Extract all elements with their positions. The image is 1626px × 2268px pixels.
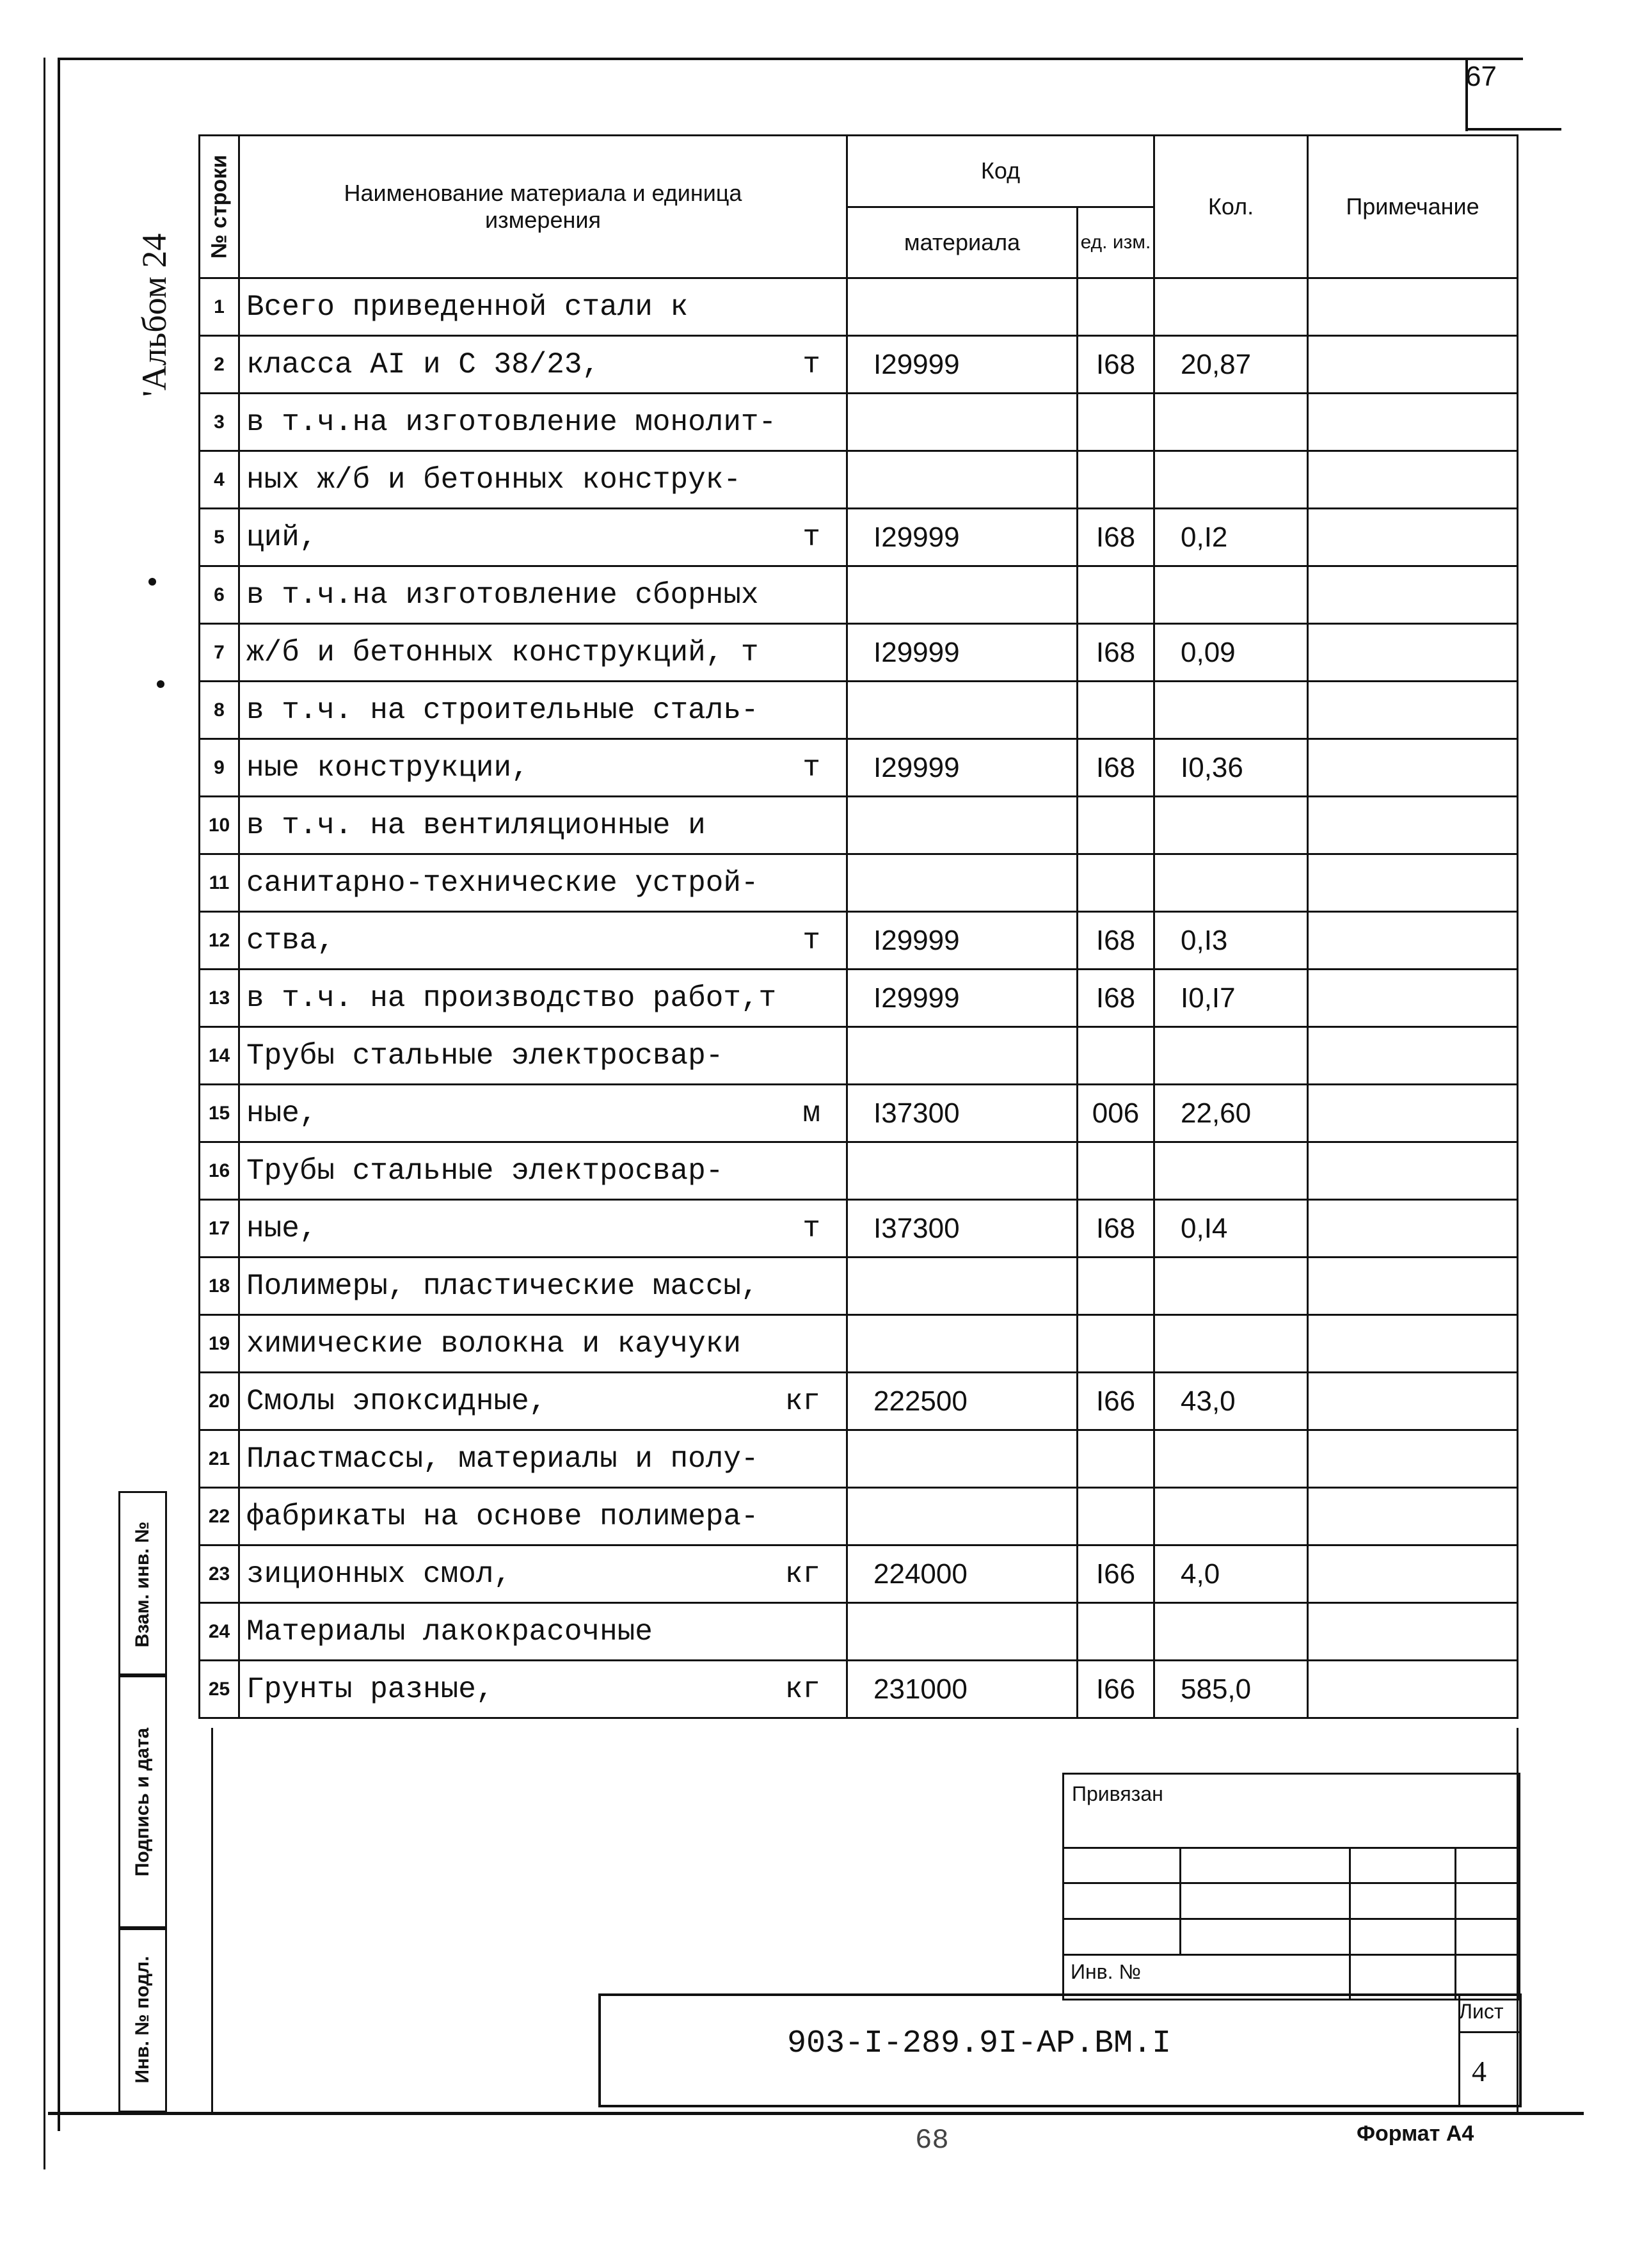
- material-code: 224000: [847, 1545, 1078, 1603]
- material-name: [239, 1661, 847, 1718]
- material-code: [847, 1430, 1078, 1488]
- note: [1308, 739, 1518, 797]
- page-number: 67: [1465, 61, 1497, 92]
- material-name: [239, 1027, 847, 1085]
- table-row: [200, 854, 1518, 912]
- bind-grid-line: [1349, 1847, 1351, 2000]
- unit-code: [1078, 1430, 1154, 1488]
- row-number: 12: [200, 912, 239, 970]
- bind-grid-line: [1064, 1882, 1518, 1884]
- quantity: [1154, 1315, 1308, 1373]
- material-name: [239, 739, 847, 797]
- note: [1308, 1315, 1518, 1373]
- material-name-text: ные,: [246, 1211, 317, 1245]
- unit-code: [1078, 278, 1154, 336]
- unit-code: [1078, 1258, 1154, 1315]
- unit-code: I68: [1078, 739, 1154, 797]
- row-number: 6: [200, 566, 239, 624]
- quantity: I0,I7: [1154, 970, 1308, 1027]
- unit-code: I66: [1078, 1661, 1154, 1718]
- quantity: 4,0: [1154, 1545, 1308, 1603]
- material-code: I29999: [847, 336, 1078, 394]
- table-row: [200, 1488, 1518, 1545]
- quantity: [1154, 1488, 1308, 1545]
- header-row-no: № строки: [200, 136, 239, 278]
- table-row: [200, 739, 1518, 797]
- unit-code: I68: [1078, 912, 1154, 970]
- material-name-text: Грунты разные,: [246, 1672, 494, 1706]
- material-name-text: ные,: [246, 1096, 317, 1130]
- material-code: I29999: [847, 509, 1078, 566]
- material-unit: т: [802, 923, 820, 957]
- unit-code: I66: [1078, 1373, 1154, 1430]
- row-number: 5: [200, 509, 239, 566]
- unit-code: I68: [1078, 970, 1154, 1027]
- note: [1308, 1027, 1518, 1085]
- material-name: [239, 1603, 847, 1661]
- material-unit: т: [802, 1211, 820, 1245]
- quantity: 22,60: [1154, 1085, 1308, 1142]
- material-name: [239, 682, 847, 739]
- stamp-vzam-inv: Взам. инв. №: [118, 1491, 167, 1677]
- material-code: I29999: [847, 912, 1078, 970]
- material-name-text: ций,: [246, 520, 317, 554]
- unit-code: I68: [1078, 1200, 1154, 1258]
- material-name-text: Полимеры, пластические массы,: [246, 1269, 759, 1303]
- material-name: [239, 394, 847, 451]
- table-row: [200, 1085, 1518, 1142]
- unit-code: [1078, 854, 1154, 912]
- material-name: [239, 797, 847, 854]
- material-name-text: Материалы лакокрасочные: [246, 1615, 653, 1649]
- table-row: [200, 566, 1518, 624]
- row-number: 14: [200, 1027, 239, 1085]
- row-number: 25: [200, 1661, 239, 1718]
- material-name: [239, 1258, 847, 1315]
- note: [1308, 624, 1518, 682]
- note: [1308, 970, 1518, 1027]
- table-row: [200, 1373, 1518, 1430]
- material-name-text: в т.ч. на строительные сталь-: [246, 693, 759, 727]
- table-row: [200, 451, 1518, 509]
- material-code: [847, 1027, 1078, 1085]
- unit-code: [1078, 1603, 1154, 1661]
- material-code: [847, 1142, 1078, 1200]
- note: [1308, 682, 1518, 739]
- material-name: [239, 624, 847, 682]
- unit-code: [1078, 394, 1154, 451]
- header-note: Примечание: [1308, 136, 1518, 278]
- material-code: [847, 1488, 1078, 1545]
- bind-grid-line: [1455, 1847, 1456, 2000]
- material-name-text: Всего приведенной стали к: [246, 290, 689, 324]
- note: [1308, 1488, 1518, 1545]
- quantity: [1154, 1603, 1308, 1661]
- material-code: I29999: [847, 739, 1078, 797]
- unit-code: I68: [1078, 624, 1154, 682]
- material-name: [239, 1200, 847, 1258]
- row-number: 9: [200, 739, 239, 797]
- frame-top-line: [58, 58, 1523, 60]
- binding-label: Привязан: [1072, 1782, 1163, 1805]
- material-name: [239, 1430, 847, 1488]
- material-name-text: ства,: [246, 923, 335, 957]
- quantity: [1154, 682, 1308, 739]
- margin-dot: [157, 680, 164, 688]
- note: [1308, 1085, 1518, 1142]
- unit-code: [1078, 1315, 1154, 1373]
- quantity: I0,36: [1154, 739, 1308, 797]
- material-code: [847, 1603, 1078, 1661]
- material-unit: т: [802, 520, 820, 554]
- material-unit: т: [802, 347, 820, 381]
- material-name-text: фабрикаты на основе полимера-: [246, 1499, 759, 1533]
- quantity: [1154, 394, 1308, 451]
- material-code: 231000: [847, 1661, 1078, 1718]
- unit-code: [1078, 1142, 1154, 1200]
- row-number: 20: [200, 1373, 239, 1430]
- unit-code: 006: [1078, 1085, 1154, 1142]
- frame-bottom-line: [48, 2112, 1584, 2115]
- row-number: 4: [200, 451, 239, 509]
- material-name-text: Смолы эпоксидные,: [246, 1384, 547, 1418]
- material-code: [847, 1315, 1078, 1373]
- material-code: I37300: [847, 1085, 1078, 1142]
- materials-table: [198, 134, 1518, 1719]
- header-code: Код: [847, 136, 1154, 207]
- note: [1308, 451, 1518, 509]
- note: [1308, 509, 1518, 566]
- row-number: 18: [200, 1258, 239, 1315]
- row-number: 13: [200, 970, 239, 1027]
- quantity: 43,0: [1154, 1373, 1308, 1430]
- row-number: 21: [200, 1430, 239, 1488]
- material-code: 222500: [847, 1373, 1078, 1430]
- unit-code: I68: [1078, 509, 1154, 566]
- material-code: [847, 566, 1078, 624]
- table-row: [200, 1258, 1518, 1315]
- unit-code: I68: [1078, 336, 1154, 394]
- quantity: 585,0: [1154, 1661, 1308, 1718]
- quantity: 0,09: [1154, 624, 1308, 682]
- table-row: [200, 1027, 1518, 1085]
- material-unit: кг: [785, 1672, 820, 1706]
- note: [1308, 1142, 1518, 1200]
- material-name-text: ных ж/б и бетонных конструк-: [246, 463, 741, 497]
- material-name: [239, 854, 847, 912]
- quantity: [1154, 1430, 1308, 1488]
- note: [1308, 1603, 1518, 1661]
- unit-code: [1078, 451, 1154, 509]
- table-row: [200, 336, 1518, 394]
- unit-code: [1078, 682, 1154, 739]
- material-name-text: Трубы стальные электросвар-: [246, 1154, 724, 1188]
- row-number: 22: [200, 1488, 239, 1545]
- quantity: [1154, 854, 1308, 912]
- row-number: 23: [200, 1545, 239, 1603]
- frame-left-line: [44, 58, 45, 2169]
- stamp-podpis-data: Подпись и дата: [118, 1673, 167, 1930]
- margin-dot: [148, 578, 156, 586]
- quantity: [1154, 1027, 1308, 1085]
- row-number: 17: [200, 1200, 239, 1258]
- quantity: 0,I3: [1154, 912, 1308, 970]
- material-name-text: Пластмассы, материалы и полу-: [246, 1442, 759, 1476]
- row-number: 11: [200, 854, 239, 912]
- material-code: I29999: [847, 970, 1078, 1027]
- note: [1308, 854, 1518, 912]
- unit-code: I66: [1078, 1545, 1154, 1603]
- material-name: [239, 1373, 847, 1430]
- table-row: [200, 970, 1518, 1027]
- note: [1308, 1258, 1518, 1315]
- left-margin-vertical: [211, 1728, 213, 2112]
- material-code: [847, 682, 1078, 739]
- table-row: [200, 1545, 1518, 1603]
- frame-inner-left-line: [58, 58, 60, 2131]
- note: [1308, 1545, 1518, 1603]
- material-name-text: в т.ч.на изготовление сборных: [246, 578, 759, 612]
- document-code: 903-I-289.9I-АР.ВМ.I: [787, 2025, 1172, 2062]
- row-number: 10: [200, 797, 239, 854]
- material-name-text: ж/б и бетонных конструкций, т: [246, 635, 759, 669]
- table-row: [200, 1315, 1518, 1373]
- table-row: [200, 682, 1518, 739]
- bind-grid-line: [1179, 1847, 1181, 1956]
- material-name: [239, 1085, 847, 1142]
- quantity: [1154, 451, 1308, 509]
- note: [1308, 912, 1518, 970]
- material-name: [239, 1142, 847, 1200]
- row-number: 1: [200, 278, 239, 336]
- row-number: 8: [200, 682, 239, 739]
- note: [1308, 566, 1518, 624]
- material-code: I29999: [847, 624, 1078, 682]
- inv-label: Инв. №: [1071, 1960, 1141, 1983]
- note: [1308, 1661, 1518, 1718]
- sheet-number: 4: [1472, 2055, 1487, 2088]
- row-number: 7: [200, 624, 239, 682]
- row-number: 2: [200, 336, 239, 394]
- material-name-text: в т.ч. на производство работ,т: [246, 981, 777, 1015]
- row-number: 3: [200, 394, 239, 451]
- material-name-text: Трубы стальные электросвар-: [246, 1039, 724, 1073]
- material-unit: м: [802, 1096, 820, 1130]
- note: [1308, 278, 1518, 336]
- quantity: [1154, 797, 1308, 854]
- quantity: 0,I4: [1154, 1200, 1308, 1258]
- material-unit: т: [802, 751, 820, 785]
- unit-code: [1078, 1027, 1154, 1085]
- quantity: [1154, 1142, 1308, 1200]
- unit-code: [1078, 797, 1154, 854]
- note: [1308, 1430, 1518, 1488]
- row-number: 19: [200, 1315, 239, 1373]
- table-row: [200, 1200, 1518, 1258]
- material-name: [239, 451, 847, 509]
- table-row: [200, 509, 1518, 566]
- material-code: [847, 797, 1078, 854]
- material-code: [847, 854, 1078, 912]
- bind-grid-line: [1064, 1918, 1518, 1920]
- material-name-text: в т.ч.на изготовление монолит-: [246, 405, 777, 439]
- table-row: [200, 624, 1518, 682]
- header-name: Наименование материала и единица измерения: [239, 136, 847, 278]
- table-row: [200, 278, 1518, 336]
- material-code: [847, 394, 1078, 451]
- row-number: 15: [200, 1085, 239, 1142]
- material-name: [239, 509, 847, 566]
- header-code-material: материала: [847, 207, 1078, 278]
- material-name: [239, 1488, 847, 1545]
- material-name: [239, 1545, 847, 1603]
- table-row: [200, 797, 1518, 854]
- material-code: [847, 278, 1078, 336]
- unit-code: [1078, 566, 1154, 624]
- note: [1308, 1373, 1518, 1430]
- material-name-text: санитарно-технические устрой-: [246, 866, 759, 900]
- material-name: [239, 278, 847, 336]
- material-name: [239, 970, 847, 1027]
- stamp-inv-podl: Инв. № подл.: [118, 1926, 167, 2112]
- material-name-text: химические волокна и каучуки: [246, 1327, 741, 1361]
- material-code: I37300: [847, 1200, 1078, 1258]
- bind-grid-line: [1064, 1954, 1518, 1956]
- note: [1308, 336, 1518, 394]
- material-code: [847, 451, 1078, 509]
- row-number: 24: [200, 1603, 239, 1661]
- sheet-label: Лист: [1459, 2000, 1504, 2023]
- note: [1308, 797, 1518, 854]
- row-number: 16: [200, 1142, 239, 1200]
- material-name-text: в т.ч. на вентиляционные и: [246, 808, 706, 842]
- table-row: [200, 1430, 1518, 1488]
- material-name: [239, 566, 847, 624]
- binding-block: [1062, 1773, 1520, 2000]
- material-name: [239, 336, 847, 394]
- note: [1308, 1200, 1518, 1258]
- material-unit: кг: [785, 1384, 820, 1418]
- header-code-unit: ед. изм.: [1078, 207, 1154, 278]
- album-label: 'Альбом 24: [135, 233, 173, 397]
- frame-top-right-line: [1465, 128, 1561, 131]
- title-sheet-hline: [1458, 2031, 1519, 2033]
- unit-code: [1078, 1488, 1154, 1545]
- material-name-text: зиционных смол,: [246, 1557, 512, 1591]
- quantity: 20,87: [1154, 336, 1308, 394]
- material-name-text: ные конструкции,: [246, 751, 529, 785]
- table-row: [200, 1603, 1518, 1661]
- bind-grid-line: [1064, 1847, 1518, 1849]
- table-row: [200, 1142, 1518, 1200]
- quantity: [1154, 1258, 1308, 1315]
- quantity: [1154, 566, 1308, 624]
- material-name-text: класса АI и С 38/23,: [246, 347, 600, 381]
- material-code: [847, 1258, 1078, 1315]
- material-unit: кг: [785, 1557, 820, 1591]
- note: [1308, 394, 1518, 451]
- footer-format: Формат А4: [1357, 2121, 1474, 2146]
- header-qty: Кол.: [1154, 136, 1308, 278]
- footer-number: 68: [915, 2125, 949, 2157]
- table-row: [200, 912, 1518, 970]
- material-name: [239, 912, 847, 970]
- material-name: [239, 1315, 847, 1373]
- quantity: [1154, 278, 1308, 336]
- quantity: 0,I2: [1154, 509, 1308, 566]
- table-row: [200, 394, 1518, 451]
- table-row: [200, 1661, 1518, 1718]
